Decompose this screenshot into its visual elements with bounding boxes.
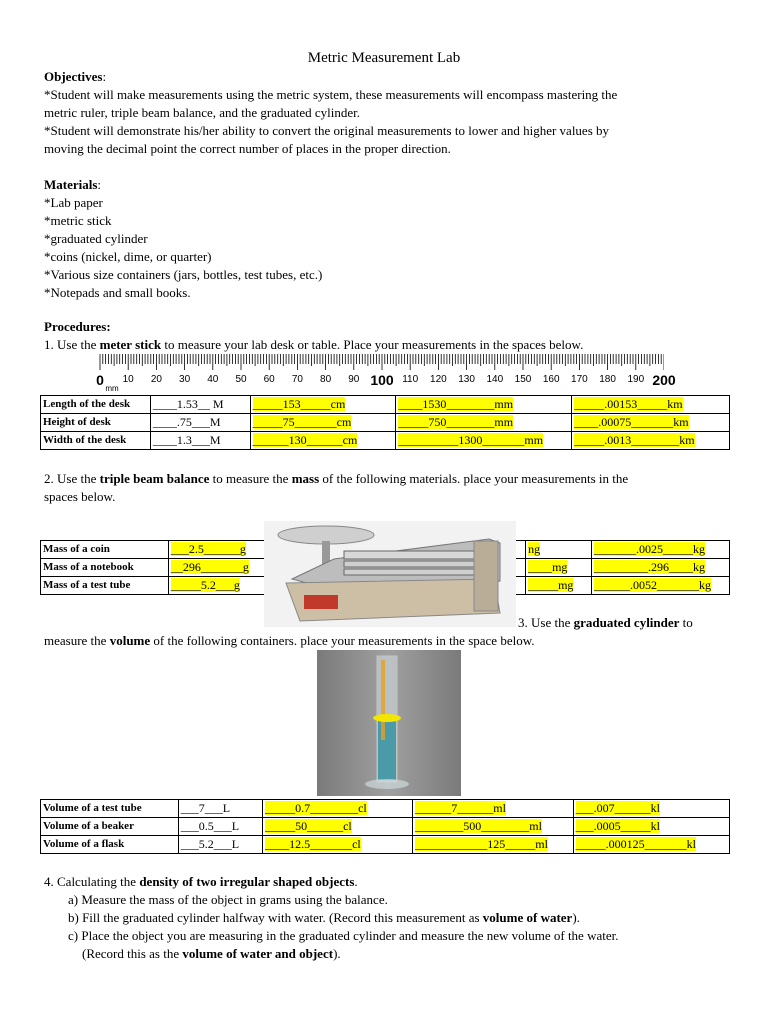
ruler-tick-label: 110 <box>402 374 419 385</box>
step-4a-text: a) Measure the mass of the object in grams using the balance. <box>68 892 388 907</box>
centimeter-value: ______130______cm <box>250 432 396 450</box>
kiloliter-value: ___.007______kl <box>573 800 729 818</box>
ruler-tick-label: 170 <box>571 374 588 385</box>
material-item: *Lab paper <box>44 195 103 210</box>
step-4c-text-line2: (Record this as the volume of water and object). <box>82 946 341 961</box>
ruler-tick-label: 30 <box>179 374 191 385</box>
gram-value: _____5.2___g <box>168 577 264 595</box>
ruler-tick-label: 200 <box>652 372 676 388</box>
objective-line: metric ruler, triple beam balance, and the graduated cylinder. <box>44 105 361 120</box>
milliliter-value: ____________125_____ml <box>413 836 573 854</box>
step-4c-text: c) Place the object you are measuring in the graduated cylinder and measure the new volume of the water. <box>68 928 619 943</box>
step-3-text-line2: measure the volume of the following containers. place your measurements in the space below. <box>44 633 535 648</box>
materials-heading: Materials: <box>44 177 102 192</box>
ruler-tick-label: 190 <box>627 374 645 385</box>
centiliter-value: ____12.5_______cl <box>263 836 413 854</box>
triple-beam-balance-image <box>264 521 516 627</box>
step-4b-text: b) Fill the graduated cylinder halfway with water. (Record this measurement as volume of water). <box>68 910 580 925</box>
table-row <box>41 818 730 836</box>
millimeter-value: ____1530________mm <box>396 396 572 414</box>
ruler-tick-label: 90 <box>348 374 360 385</box>
metric-ruler <box>94 352 676 393</box>
ruler-tick-label: 60 <box>263 374 275 385</box>
row-label: Mass of a test tube <box>41 577 169 595</box>
material-item: *graduated cylinder <box>44 231 148 246</box>
milligram-value: _____mg <box>526 577 592 595</box>
row-label: Volume of a flask <box>41 836 179 854</box>
step-1-text: 1. Use the meter stick to measure your lab desk or table. Place your measurements in the spaces below. <box>44 337 584 352</box>
row-label: Height of desk <box>41 414 151 432</box>
objective-line: *Student will make measurements using the metric system, these measurements will encompass mastering the <box>44 87 618 102</box>
ruler-zero-label: 0 <box>96 372 104 388</box>
material-item: *metric stick <box>44 213 112 228</box>
kiloliter-value: _____.000125_______kl <box>573 836 729 854</box>
kilometer-value: _____.00153_____km <box>572 396 730 414</box>
page-title: Metric Measurement Lab <box>307 50 461 66</box>
volume-measurement-table <box>40 799 730 854</box>
ruler-tick-label: 120 <box>430 374 447 385</box>
ruler-tick-label: 80 <box>320 374 332 385</box>
centiliter-value: _____0.7________cl <box>263 800 413 818</box>
millimeter-value: __________1300_______mm <box>396 432 572 450</box>
step-3-text: 3. Use the graduated cylinder to <box>518 615 693 630</box>
milligram-value: ng <box>526 541 592 559</box>
gram-value: __296_______g <box>168 559 264 577</box>
liter-value: ___5.2___L <box>178 836 262 854</box>
ruler-tick-label: 180 <box>599 374 616 385</box>
kilogram-value: _________.296____kg <box>592 559 730 577</box>
row-label: Mass of a notebook <box>41 559 169 577</box>
centimeter-value: _____75_______cm <box>250 414 396 432</box>
ruler-unit-label: mm <box>105 384 119 393</box>
row-label: Volume of a beaker <box>41 818 179 836</box>
ruler-tick-label: 100 <box>370 372 394 388</box>
step-2-text-line2: spaces below. <box>44 489 116 504</box>
liter-value: ___7___L <box>178 800 262 818</box>
step-2-text: 2. Use the triple beam balance to measure the mass of the following materials. place your measurements in the <box>44 471 629 486</box>
kilometer-value: ____.00075_______km <box>572 414 730 432</box>
graduated-cylinder-image <box>317 650 461 796</box>
objective-line: *Student will demonstrate his/her ability to convert the original measurements to lower and higher values by <box>44 123 610 138</box>
gram-value: ___2.5______g <box>168 541 264 559</box>
meter-value: ____1.3___M <box>150 432 250 450</box>
material-item: *Various size containers (jars, bottles, test tubes, etc.) <box>44 267 323 282</box>
ruler-tick-label: 140 <box>486 374 504 385</box>
millimeter-value: _____750________mm <box>396 414 572 432</box>
objectives-heading: Objectives: <box>44 69 107 84</box>
row-label: Volume of a test tube <box>41 800 179 818</box>
table-row <box>41 414 730 432</box>
ruler-tick-label: 50 <box>235 374 247 385</box>
liter-value: ___0.5___L <box>178 818 262 836</box>
row-label: Width of the desk <box>41 432 151 450</box>
kiloliter-value: ___.0005_____kl <box>573 818 729 836</box>
ruler-tick-label: 40 <box>207 374 219 385</box>
meter-value: ____1.53__ M <box>150 396 250 414</box>
table-row <box>41 836 730 854</box>
ruler-tick-label: 150 <box>514 374 532 385</box>
row-label: Mass of a coin <box>41 541 169 559</box>
centiliter-value: _____50______cl <box>263 818 413 836</box>
kilogram-value: ______.0052_______kg <box>592 577 730 595</box>
ruler-tick-label: 10 <box>122 374 134 385</box>
kilometer-value: _____.0013________km <box>572 432 730 450</box>
material-item: *Notepads and small books. <box>44 285 191 300</box>
centimeter-value: _____153_____cm <box>250 396 396 414</box>
ruler-tick-label: 160 <box>542 374 560 385</box>
row-label: Length of the desk <box>41 396 151 414</box>
milliliter-value: ________500________ml <box>413 818 573 836</box>
step-4-text: 4. Calculating the density of two irregular shaped objects. <box>44 874 358 889</box>
ruler-tick-label: 70 <box>291 374 303 385</box>
ruler-tick-label: 20 <box>150 374 162 385</box>
milliliter-value: ______7______ml <box>413 800 573 818</box>
material-item: *coins (nickel, dime, or quarter) <box>44 249 212 264</box>
milligram-value: ____mg <box>526 559 592 577</box>
table-row <box>41 396 730 414</box>
meter-value: ____.75___M <box>150 414 250 432</box>
kilogram-value: _______.0025_____kg <box>592 541 730 559</box>
desk-measurement-table <box>40 395 730 450</box>
objective-line: moving the decimal point the correct number of places in the proper direction. <box>44 141 451 156</box>
ruler-tick-label: 130 <box>458 374 475 385</box>
table-row <box>41 432 730 450</box>
table-row <box>41 800 730 818</box>
procedures-heading: Procedures: <box>44 319 111 334</box>
